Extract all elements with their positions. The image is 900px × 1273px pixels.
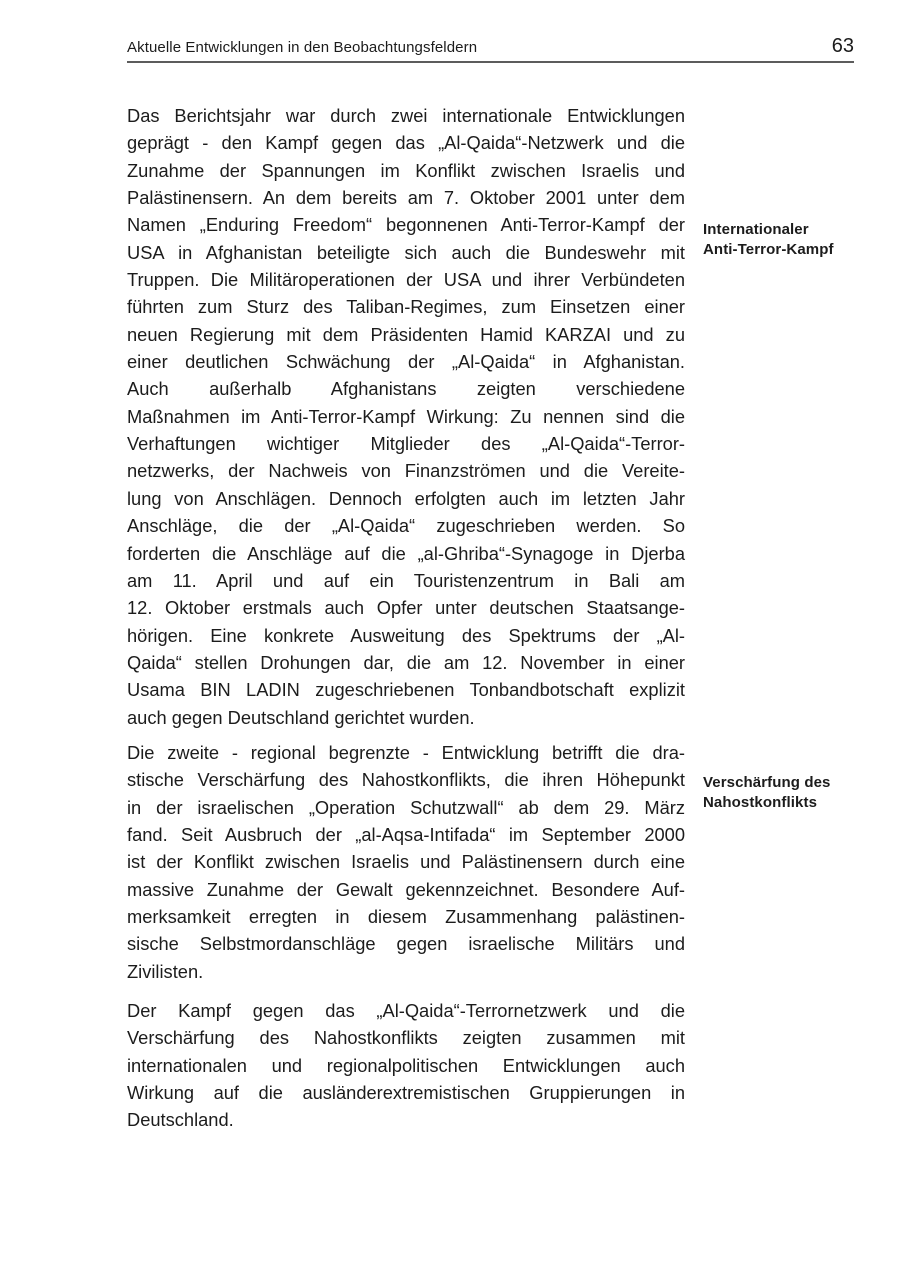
text-line: ist der Konflikt zwischen Israelis und Palästinensern durch eine (127, 851, 685, 873)
text-line: Wirkung auf die ausländerextremistischen Gruppierungen in (127, 1082, 685, 1104)
text-line: massive Zunahme der Gewalt gekennzeichnet. Besondere Auf- (127, 878, 685, 900)
text-line: Deutschland. (127, 1109, 234, 1131)
paragraph-anti-terror (127, 102, 685, 731)
text-line: Das Berichtsjahr war durch zwei internationale Entwicklungen (127, 105, 685, 126)
text-line: Truppen. Die Militäroperationen der USA und ihrer Verbündeten (127, 269, 685, 291)
text-line: Auch außerhalb Afghanistans zeigten verschiedene (127, 378, 685, 400)
text-line: Zunahme der Spannungen im Konflikt zwischen Israelis und (127, 159, 685, 181)
text-line: einer deutlichen Schwächung der „Al-Qaida“ in Afghanistan. (127, 351, 685, 373)
text-line: internationalen und regionalpolitischen Entwicklungen auch (127, 1054, 685, 1076)
text-line: Internationaler (703, 221, 809, 238)
text-line: fand. Seit Ausbruch der „al-Aqsa-Intifada“ im September 2000 (127, 823, 685, 845)
text-line: USA in Afghanistan beteiligte sich auch die Bundeswehr mit (127, 241, 685, 263)
text-line: geprägt - den Kampf gegen das „Al-Qaida“-Netzwerk und die (127, 132, 685, 154)
paragraph-nahostkonflikt (127, 739, 685, 985)
running-header-title: Aktuelle Entwicklungen in den Beobachtungsfeldern (127, 39, 478, 56)
text-line: stische Verschärfung des Nahostkonflikts, die ihren Höhepunkt (127, 769, 685, 791)
text-line: Maßnahmen im Anti-Terror-Kampf Wirkung: Zu nennen sind die (127, 405, 685, 427)
header-rule (127, 61, 854, 63)
text-line: Zivilisten. (127, 960, 204, 982)
text-line: forderten die Anschläge auf die „al-Ghriba“-Synagoge in Djerba (127, 542, 685, 564)
margin-note-anti-terror-kampf (703, 220, 871, 260)
text-line: auch gegen Deutschland gerichtet wurden. (127, 706, 475, 728)
text-line: Anschläge, die der „Al-Qaida“ zugeschrieben werden. So (127, 515, 685, 537)
paragraph-wirkung-deutschland (127, 997, 685, 1134)
text-line: Anti-Terror-Kampf (703, 241, 834, 258)
text-line: Namen „Enduring Freedom“ begonnenen Anti-Terror-Kampf der (127, 214, 685, 236)
text-line: Usama BIN LADIN zugeschriebenen Tonbandbotschaft explizit (127, 679, 685, 701)
text-line: Die zweite - regional begrenzte - Entwicklung betrifft die dra- (127, 741, 685, 763)
text-line: merksamkeit erregten in diesem Zusammenhang palästinen- (127, 905, 685, 927)
body-text (127, 102, 685, 1134)
text-line: Palästinensern. An dem bereits am 7. Oktober 2001 unter dem (127, 187, 685, 209)
text-line: in der israelischen „Operation Schutzwall“ ab dem 29. März (127, 796, 685, 818)
text-line: am 11. April und auf ein Touristenzentrum in Bali am (127, 569, 685, 591)
text-line: 12. Oktober erstmals auch Opfer unter deutschen Staatsange- (127, 597, 685, 619)
text-line: Verhaftungen wichtiger Mitglieder des „Al-Qaida“-Terror- (127, 433, 685, 455)
text-line: Qaida“ stellen Drohungen dar, die am 12. November in einer (127, 651, 685, 673)
page-number: 63 (831, 35, 854, 57)
text-line: netzwerks, der Nachweis von Finanzströmen und die Vereite- (127, 460, 685, 482)
running-header (127, 36, 854, 58)
text-line: Verschärfung des (703, 774, 831, 791)
margin-note-nahostkonflikt (703, 773, 871, 813)
text-line: Der Kampf gegen das „Al-Qaida“-Terrornetzwerk und die (127, 1000, 685, 1021)
text-line: Nahostkonflikts (703, 794, 818, 811)
text-line: führten zum Sturz des Taliban-Regimes, zum Einsetzen einer (127, 296, 685, 318)
text-line: sische Selbstmordanschläge gegen israelische Militärs und (127, 933, 685, 955)
text-line: lung von Anschlägen. Dennoch erfolgten auch im letzten Jahr (127, 487, 685, 509)
text-line: neuen Regierung mit dem Präsidenten Hamid KARZAI und zu (127, 323, 685, 345)
text-line: Verschärfung des Nahostkonflikts zeigten zusammen mit (127, 1027, 685, 1049)
text-line: hörigen. Eine konkrete Ausweitung des Spektrums der „Al- (127, 624, 685, 646)
